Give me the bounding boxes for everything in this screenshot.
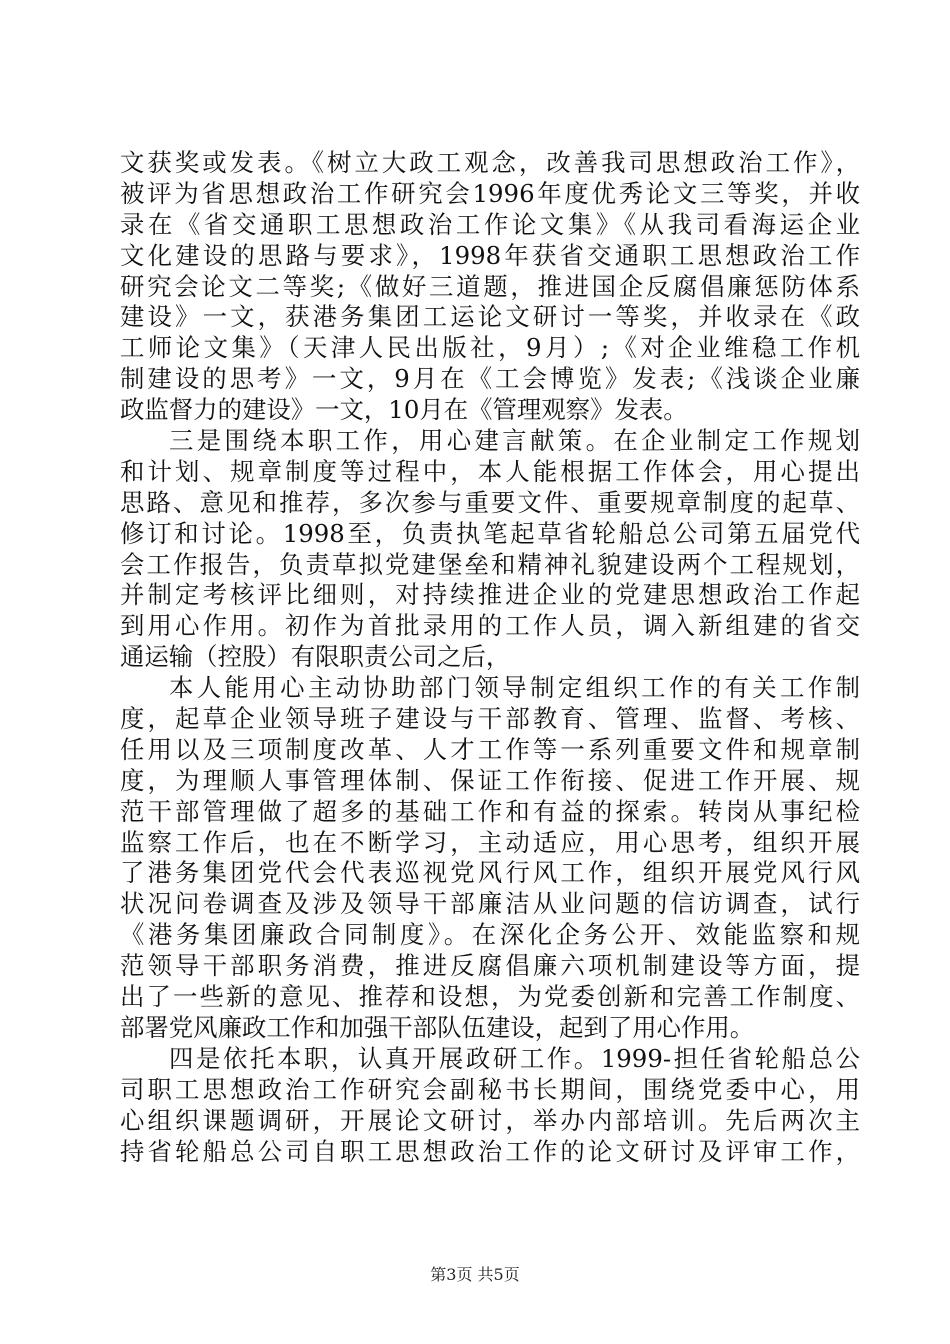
- text-line: 通运输（控股）有限职责公司之后，: [120, 642, 511, 672]
- document-body: [120, 148, 860, 1167]
- text-line: 制建设的思考》一文，9月在《工会博览》发表;《浅谈企业廉: [120, 364, 860, 394]
- text-line: 文化建设的思路与要求》，1998年获省交通职工思想政治工作: [120, 240, 860, 270]
- text-line: 被评为省思想政治工作研究会1996年度优秀论文三等奖，并收: [120, 178, 860, 208]
- text-line: 监察工作后，也在不断学习，主动适应，用心思考，组织开展: [120, 827, 860, 857]
- text-line: 司职工思想政治工作研究会副秘书长期间，围绕党委中心，用: [120, 1074, 860, 1104]
- text-line: 三是围绕本职工作，用心建言献策。在企业制定工作规划: [169, 426, 860, 456]
- text-line: 并制定考核评比细则，对持续推进企业的党建思想政治工作起: [120, 580, 860, 610]
- text-line: 会工作报告，负责草拟党建堡垒和精神礼貌建设两个工程规划，: [120, 549, 860, 579]
- text-line: 状况问卷调查及涉及领导干部廉洁从业问题的信访调查，试行: [120, 889, 860, 919]
- text-line: 政监督力的建设》一文，10月在《管理观察》发表。: [120, 395, 688, 425]
- text-line: 录在《省交通职工思想政治工作论文集》《从我司看海运企业: [120, 209, 860, 239]
- text-line: 度，起草企业领导班子建设与干部教育、管理、监督、考核、: [120, 704, 860, 734]
- text-line: 任用以及三项制度改革、人才工作等一系列重要文件和规章制: [120, 734, 860, 764]
- text-line: 范干部管理做了超多的基础工作和有益的探索。转岗从事纪检: [120, 796, 860, 826]
- text-line: 心组织课题调研，开展论文研讨，举办内部培训。先后两次主: [120, 1105, 860, 1135]
- text-line: 部署党风廉政工作和加强干部队伍建设，起到了用心作用。: [120, 1012, 755, 1042]
- text-line: 《港务集团廉政合同制度》。在深化企务公开、效能监察和规: [120, 920, 860, 950]
- text-line: 了港务集团党代会代表巡视党风行风工作，组织开展党风行风: [120, 858, 860, 888]
- text-line: 四是依托本职，认真开展政研工作。1999-担任省轮船总公: [169, 1043, 860, 1073]
- text-line: 持省轮船总公司自职工思想政治工作的论文研讨及评审工作，: [120, 1136, 860, 1166]
- text-line: 本人能用心主动协助部门领导制定组织工作的有关工作制: [169, 673, 860, 703]
- page-footer: 第3页 共5页: [430, 1265, 520, 1284]
- text-line: 出了一些新的意见、推荐和设想，为党委创新和完善工作制度、: [120, 982, 860, 1012]
- text-line: 工师论文集》（天津人民出版社，9月）;《对企业维稳工作机: [120, 333, 860, 363]
- text-line: 到用心作用。初作为首批录用的工作人员，调入新组建的省交: [120, 611, 860, 641]
- text-line: 和计划、规章制度等过程中，本人能根据工作体会，用心提出: [120, 456, 860, 486]
- text-line: 文获奖或发表。《树立大政工观念，改善我司思想政治工作》，: [120, 148, 860, 177]
- text-line: 范领导干部职务消费，推进反腐倡廉六项机制建设等方面，提: [120, 951, 860, 981]
- text-line: 度，为理顺人事管理体制、保证工作衔接、促进工作开展、规: [120, 765, 860, 795]
- text-line: 建设》一文，获港务集团工运论文研讨一等奖，并收录在《政: [120, 302, 860, 332]
- text-line: 思路、意见和推荐，多次参与重要文件、重要规章制度的起草、: [120, 487, 860, 517]
- text-line: 修订和讨论。1998至，负责执笔起草省轮船总公司第五届党代: [120, 518, 860, 548]
- text-line: 研究会论文二等奖;《做好三道题，推进国企反腐倡廉惩防体系: [120, 271, 860, 301]
